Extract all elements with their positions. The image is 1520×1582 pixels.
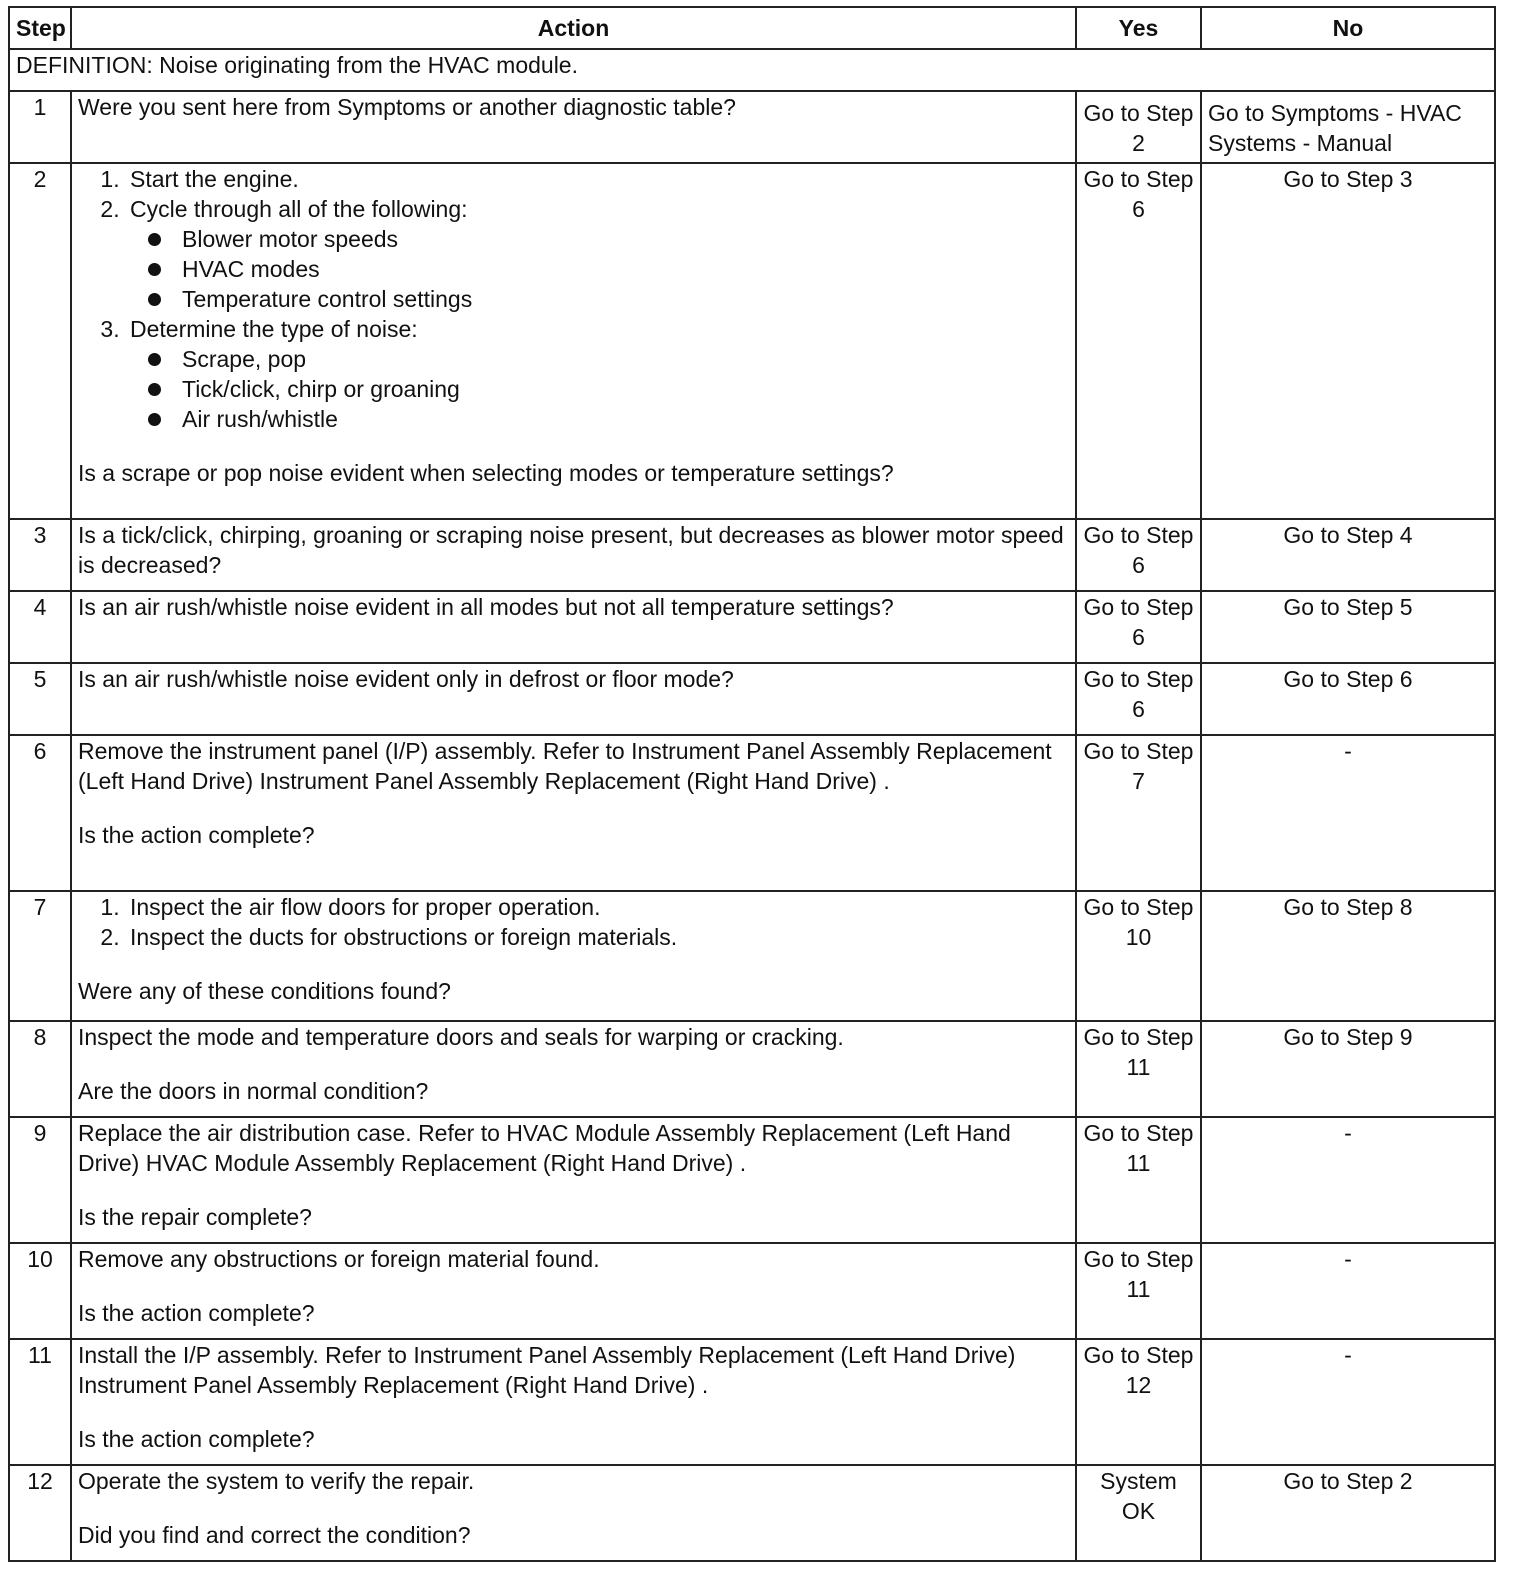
question-text: Is an air rush/whistle noise evident in all modes but not all temperature settings?: [78, 594, 894, 620]
yes-cell: System OK: [1076, 1465, 1201, 1561]
step-number: 2: [9, 163, 71, 519]
table-row: [9, 1465, 1495, 1561]
no-cell: Go to Step 9: [1201, 1021, 1495, 1117]
question-text: Is a tick/click, chirping, groaning or scraping noise present, but decreases as blower motor speed is decreased?: [78, 522, 1064, 578]
yes-cell: Go to Step 11: [1076, 1021, 1201, 1117]
question-text: Are the doors in normal condition?: [78, 1078, 429, 1104]
table-row: [9, 663, 1495, 735]
procedure-item: 1. Start the engine.: [126, 164, 1069, 194]
instruction-text: Install the I/P assembly. Refer to Instrument Panel Assembly Replacement (Left Hand Drive) Instrument Panel Assembly Replacement (Right Hand Drive) .: [78, 1342, 1016, 1398]
header-yes: Yes: [1076, 7, 1201, 49]
table-row: [9, 591, 1495, 663]
instruction-text: Remove the instrument panel (I/P) assembly. Refer to Instrument Panel Assembly Replacement (Left Hand Drive) Instrument Panel Assembly Replacement (Right Hand Drive) .: [78, 738, 1052, 794]
step-number: 6: [9, 735, 71, 891]
table-row: [9, 735, 1495, 891]
table-row: [9, 891, 1495, 1021]
procedure-item: [126, 314, 1069, 434]
step-number: 10: [9, 1243, 71, 1339]
no-cell: Go to Symptoms - HVAC Systems - Manual: [1201, 91, 1495, 163]
step-number: 12: [9, 1465, 71, 1561]
procedure-list: [78, 164, 1069, 434]
no-cell: Go to Step 3: [1201, 163, 1495, 519]
action-cell: [71, 591, 1076, 663]
procedure-item: 1. Inspect the air flow doors for proper operation.: [126, 892, 1069, 922]
action-cell: [71, 891, 1076, 1021]
header-row: [9, 7, 1495, 49]
yes-cell: Go to Step 12: [1076, 1339, 1201, 1465]
procedure-list: [78, 892, 1069, 952]
action-cell: [71, 1243, 1076, 1339]
instruction-text: Remove any obstructions or foreign material found.: [78, 1246, 600, 1272]
question-text: Is an air rush/whistle noise evident only in defrost or floor mode?: [78, 666, 734, 692]
table-row: [9, 1243, 1495, 1339]
action-cell: [71, 1339, 1076, 1465]
no-cell: Go to Step 8: [1201, 891, 1495, 1021]
table-row: [9, 1339, 1495, 1465]
no-cell: Go to Step 5: [1201, 591, 1495, 663]
yes-cell: Go to Step 7: [1076, 735, 1201, 891]
table-row: [9, 163, 1495, 519]
yes-cell: Go to Step 10: [1076, 891, 1201, 1021]
action-cell: [71, 91, 1076, 163]
procedure-item-text: Determine the type of noise:: [130, 316, 418, 342]
step-number: 1: [9, 91, 71, 163]
instruction-text: Inspect the mode and temperature doors and seals for warping or cracking.: [78, 1024, 844, 1050]
action-cell: [71, 663, 1076, 735]
no-cell: Go to Step 6: [1201, 663, 1495, 735]
action-cell: [71, 735, 1076, 891]
no-cell: -: [1201, 735, 1495, 891]
procedure-item: 2. Inspect the ducts for obstructions or foreign materials.: [126, 922, 1069, 952]
yes-cell: Go to Step 6: [1076, 663, 1201, 735]
table-row: [9, 1021, 1495, 1117]
yes-cell: Go to Step 2: [1076, 91, 1201, 163]
bullet-item: Air rush/whistle: [178, 404, 1069, 434]
step-number: 8: [9, 1021, 71, 1117]
step-number: 4: [9, 591, 71, 663]
yes-cell: Go to Step 6: [1076, 519, 1201, 591]
action-cell: [71, 1117, 1076, 1243]
question-text: Were any of these conditions found?: [78, 978, 451, 1004]
instruction-text: Replace the air distribution case. Refer to HVAC Module Assembly Replacement (Left Hand Drive) HVAC Module Assembly Replacement (Right Hand Drive) .: [78, 1120, 1011, 1176]
header-action: Action: [71, 7, 1076, 49]
no-cell: Go to Step 4: [1201, 519, 1495, 591]
bullet-item: Blower motor speeds: [178, 224, 1069, 254]
definition-text: DEFINITION: Noise originating from the HVAC module.: [9, 49, 1495, 91]
no-cell: -: [1201, 1117, 1495, 1243]
action-cell: [71, 1021, 1076, 1117]
table-row: [9, 91, 1495, 163]
action-cell: [71, 163, 1076, 519]
yes-cell: Go to Step 11: [1076, 1117, 1201, 1243]
no-cell: Go to Step 2: [1201, 1465, 1495, 1561]
step-number: 7: [9, 891, 71, 1021]
bullet-list: [130, 224, 1069, 314]
question-text: Did you find and correct the condition?: [78, 1522, 471, 1548]
bullet-list: [130, 344, 1069, 434]
no-cell: -: [1201, 1243, 1495, 1339]
header-step: Step: [9, 7, 71, 49]
diagnostic-table: [8, 6, 1496, 1562]
bullet-item: HVAC modes: [178, 254, 1069, 284]
table-row: [9, 1117, 1495, 1243]
question-text: Were you sent here from Symptoms or another diagnostic table?: [78, 94, 736, 120]
question-text: Is a scrape or pop noise evident when selecting modes or temperature settings?: [78, 460, 894, 486]
procedure-item-text: Cycle through all of the following:: [130, 196, 468, 222]
step-number: 11: [9, 1339, 71, 1465]
step-number: 5: [9, 663, 71, 735]
bullet-item: Temperature control settings: [178, 284, 1069, 314]
step-number: 3: [9, 519, 71, 591]
definition-row: [9, 49, 1495, 91]
procedure-item: [126, 194, 1069, 314]
yes-cell: Go to Step 6: [1076, 591, 1201, 663]
action-cell: [71, 519, 1076, 591]
bullet-item: Tick/click, chirp or groaning: [178, 374, 1069, 404]
yes-cell: Go to Step 6: [1076, 163, 1201, 519]
question-text: Is the action complete?: [78, 1426, 315, 1452]
table-row: [9, 519, 1495, 591]
instruction-text: Operate the system to verify the repair.: [78, 1468, 475, 1494]
question-text: Is the action complete?: [78, 1300, 315, 1326]
bullet-item: Scrape, pop: [178, 344, 1069, 374]
action-cell: [71, 1465, 1076, 1561]
header-no: No: [1201, 7, 1495, 49]
yes-cell: Go to Step 11: [1076, 1243, 1201, 1339]
no-cell: -: [1201, 1339, 1495, 1465]
question-text: Is the action complete?: [78, 822, 315, 848]
step-number: 9: [9, 1117, 71, 1243]
question-text: Is the repair complete?: [78, 1204, 312, 1230]
